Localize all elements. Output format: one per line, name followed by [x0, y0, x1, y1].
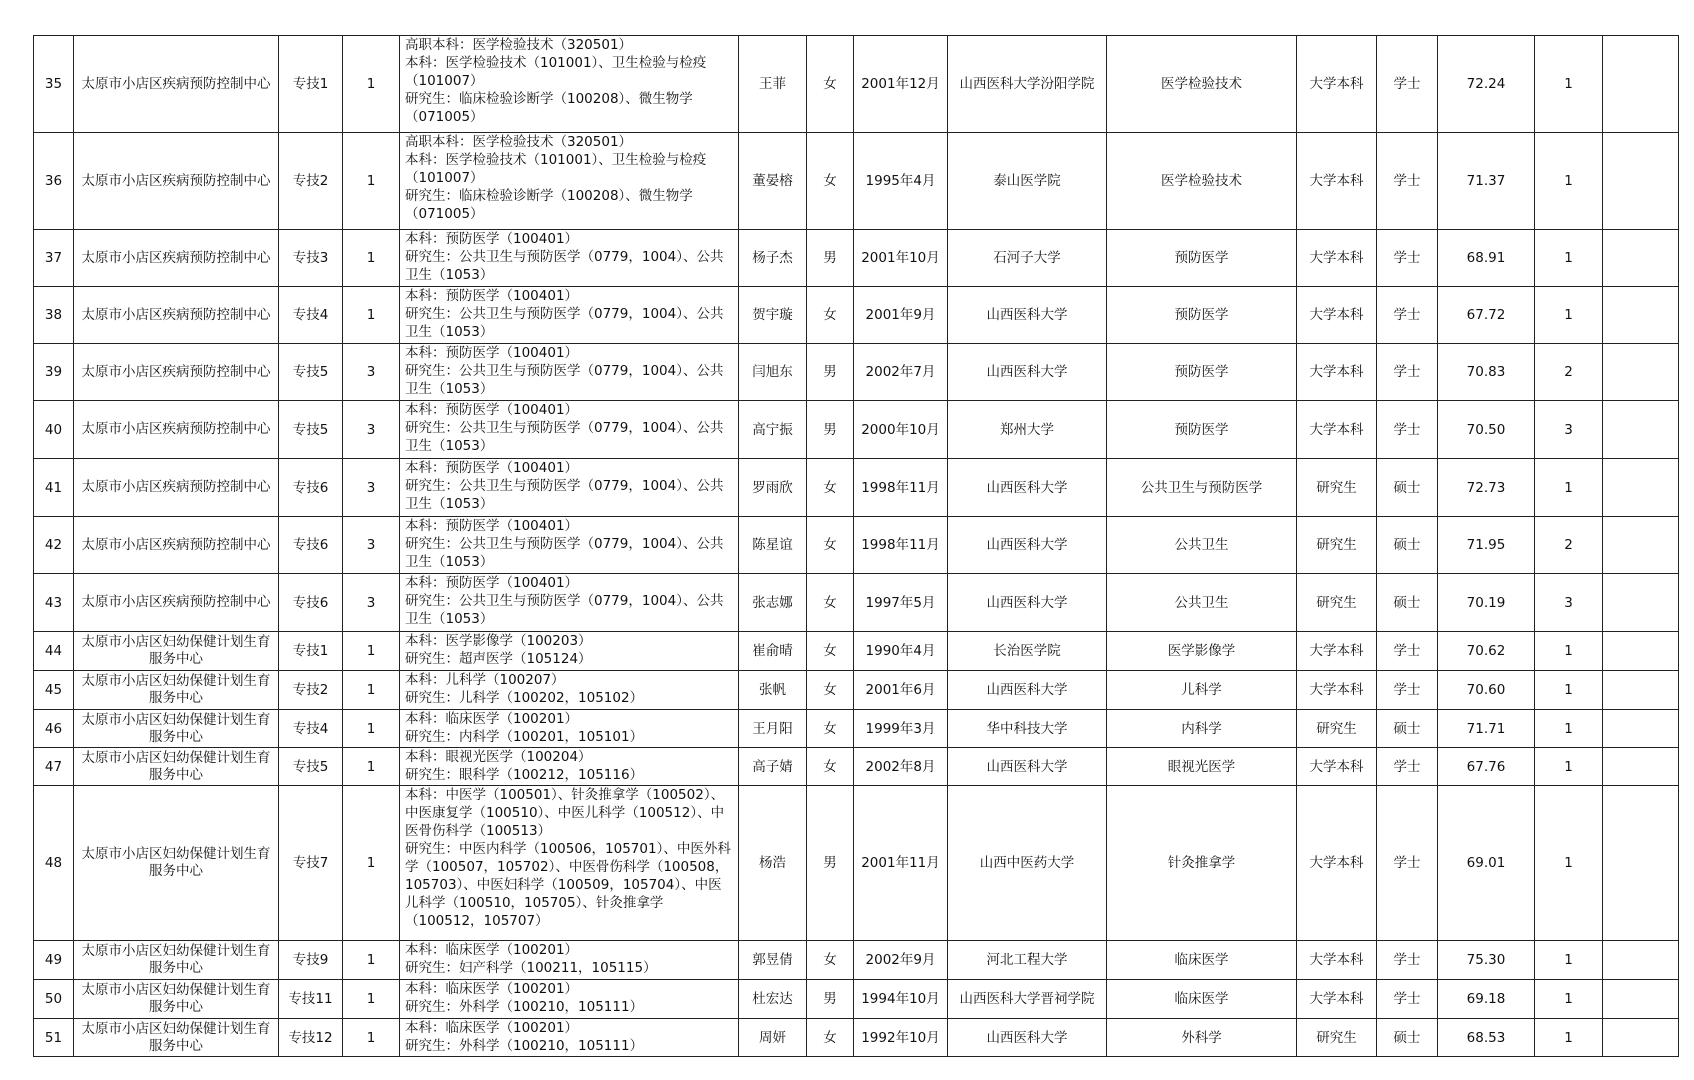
- cell-major: 临床医学: [1107, 980, 1297, 1019]
- cell-no: 37: [34, 230, 74, 287]
- cell-count: 1: [343, 980, 400, 1019]
- cell-rank: 1: [1535, 632, 1603, 671]
- cell-unit: 太原市小店区疾病预防控制中心: [74, 574, 279, 632]
- cell-school: 河北工程大学: [948, 941, 1107, 980]
- cell-name: 高子婧: [739, 748, 807, 786]
- cell-post: 专技4: [279, 710, 343, 748]
- cell-name: 贺宇璇: [739, 287, 807, 344]
- table-row: [34, 632, 1679, 671]
- cell-edu: 研究生: [1297, 574, 1377, 632]
- cell-count: 1: [343, 941, 400, 980]
- cell-gender: 女: [807, 517, 854, 574]
- cell-req: 本科：预防医学（100401） 研究生：公共卫生与预防医学（0779，1004）、公共卫生（1053）: [400, 230, 739, 287]
- table-row: [34, 36, 1679, 133]
- cell-degree: 学士: [1377, 36, 1438, 133]
- cell-count: 3: [343, 574, 400, 632]
- cell-rank: 1: [1535, 133, 1603, 230]
- cell-major: 医学影像学: [1107, 632, 1297, 671]
- cell-degree: 学士: [1377, 344, 1438, 401]
- cell-gender: 女: [807, 36, 854, 133]
- cell-name: 王菲: [739, 36, 807, 133]
- table-row: [34, 287, 1679, 344]
- cell-extra: [1603, 230, 1679, 287]
- cell-no: 36: [34, 133, 74, 230]
- cell-count: 1: [343, 748, 400, 786]
- cell-rank: 1: [1535, 36, 1603, 133]
- cell-degree: 学士: [1377, 748, 1438, 786]
- cell-post: 专技2: [279, 671, 343, 710]
- cell-count: 1: [343, 710, 400, 748]
- cell-gender: 女: [807, 632, 854, 671]
- cell-req: 本科：临床医学（100201） 研究生：外科学（100210，105111）: [400, 980, 739, 1019]
- cell-school: 山西医科大学: [948, 574, 1107, 632]
- table-row: [34, 517, 1679, 574]
- cell-edu: 大学本科: [1297, 748, 1377, 786]
- cell-post: 专技5: [279, 401, 343, 459]
- cell-rank: 1: [1535, 287, 1603, 344]
- cell-birth: 2001年12月: [854, 36, 948, 133]
- cell-major: 公共卫生: [1107, 574, 1297, 632]
- cell-gender: 男: [807, 786, 854, 941]
- cell-rank: 1: [1535, 459, 1603, 517]
- cell-extra: [1603, 401, 1679, 459]
- cell-birth: 2001年10月: [854, 230, 948, 287]
- table-row: [34, 786, 1679, 941]
- cell-major: 预防医学: [1107, 344, 1297, 401]
- results-table: [33, 35, 1679, 1057]
- cell-major: 预防医学: [1107, 230, 1297, 287]
- cell-name: 张志娜: [739, 574, 807, 632]
- cell-req: 本科：中医学（100501）、针灸推拿学（100502）、中医康复学（100510）、中医儿科学（100512）、中医骨伤科学（100513） 研究生：中医内科学（100506，105701）、中医外科学（100507，105702）、中医骨伤科学（100508，105703）、中医妇科学（100509，105704）、中医儿科学（100510，105705）、针灸推拿学（100512，105707）: [400, 786, 739, 941]
- cell-unit: 太原市小店区妇幼保健计划生育服务中心: [74, 632, 279, 671]
- table-row: [34, 344, 1679, 401]
- cell-degree: 学士: [1377, 671, 1438, 710]
- cell-edu: 大学本科: [1297, 230, 1377, 287]
- cell-extra: [1603, 1019, 1679, 1057]
- cell-extra: [1603, 133, 1679, 230]
- cell-score: 71.37: [1438, 133, 1535, 230]
- cell-birth: 2001年9月: [854, 287, 948, 344]
- cell-post: 专技3: [279, 230, 343, 287]
- cell-count: 1: [343, 133, 400, 230]
- cell-no: 51: [34, 1019, 74, 1057]
- cell-no: 48: [34, 786, 74, 941]
- table-row: [34, 671, 1679, 710]
- cell-gender: 女: [807, 710, 854, 748]
- cell-score: 70.83: [1438, 344, 1535, 401]
- cell-req: 本科：预防医学（100401） 研究生：公共卫生与预防医学（0779，1004）、公共卫生（1053）: [400, 459, 739, 517]
- cell-no: 44: [34, 632, 74, 671]
- cell-school: 山西中医药大学: [948, 786, 1107, 941]
- table-body: [34, 36, 1679, 1057]
- cell-post: 专技6: [279, 574, 343, 632]
- cell-unit: 太原市小店区疾病预防控制中心: [74, 230, 279, 287]
- cell-name: 郭昱倩: [739, 941, 807, 980]
- cell-major: 临床医学: [1107, 941, 1297, 980]
- cell-post: 专技1: [279, 36, 343, 133]
- cell-post: 专技1: [279, 632, 343, 671]
- cell-gender: 男: [807, 980, 854, 1019]
- cell-count: 3: [343, 344, 400, 401]
- cell-count: 1: [343, 230, 400, 287]
- cell-school: 石河子大学: [948, 230, 1107, 287]
- cell-score: 70.60: [1438, 671, 1535, 710]
- cell-degree: 学士: [1377, 287, 1438, 344]
- cell-school: 山西医科大学: [948, 287, 1107, 344]
- cell-major: 医学检验技术: [1107, 36, 1297, 133]
- cell-req: 本科：医学影像学（100203） 研究生：超声医学（105124）: [400, 632, 739, 671]
- cell-birth: 2002年8月: [854, 748, 948, 786]
- cell-post: 专技7: [279, 786, 343, 941]
- cell-major: 预防医学: [1107, 401, 1297, 459]
- cell-rank: 1: [1535, 671, 1603, 710]
- cell-unit: 太原市小店区疾病预防控制中心: [74, 133, 279, 230]
- cell-unit: 太原市小店区疾病预防控制中心: [74, 344, 279, 401]
- cell-rank: 3: [1535, 574, 1603, 632]
- cell-extra: [1603, 786, 1679, 941]
- cell-name: 董晏榕: [739, 133, 807, 230]
- cell-edu: 大学本科: [1297, 632, 1377, 671]
- table-row: [34, 710, 1679, 748]
- cell-req: 本科：临床医学（100201） 研究生：外科学（100210，105111）: [400, 1019, 739, 1057]
- cell-unit: 太原市小店区疾病预防控制中心: [74, 287, 279, 344]
- cell-birth: 2001年11月: [854, 786, 948, 941]
- cell-score: 68.53: [1438, 1019, 1535, 1057]
- cell-degree: 学士: [1377, 230, 1438, 287]
- cell-name: 杨子杰: [739, 230, 807, 287]
- cell-name: 周妍: [739, 1019, 807, 1057]
- cell-extra: [1603, 36, 1679, 133]
- cell-unit: 太原市小店区疾病预防控制中心: [74, 36, 279, 133]
- cell-degree: 学士: [1377, 786, 1438, 941]
- cell-req: 高职本科：医学检验技术（320501） 本科：医学检验技术（101001）、卫生检验与检疫（101007） 研究生：临床检验诊断学（100208）、微生物学（071005）: [400, 36, 739, 133]
- cell-rank: 3: [1535, 401, 1603, 459]
- cell-major: 儿科学: [1107, 671, 1297, 710]
- cell-count: 1: [343, 632, 400, 671]
- cell-major: 内科学: [1107, 710, 1297, 748]
- table-row: [34, 748, 1679, 786]
- cell-no: 38: [34, 287, 74, 344]
- cell-school: 山西医科大学: [948, 1019, 1107, 1057]
- cell-score: 69.01: [1438, 786, 1535, 941]
- cell-extra: [1603, 941, 1679, 980]
- cell-post: 专技9: [279, 941, 343, 980]
- cell-birth: 2002年9月: [854, 941, 948, 980]
- cell-degree: 硕士: [1377, 710, 1438, 748]
- cell-birth: 2001年6月: [854, 671, 948, 710]
- cell-gender: 男: [807, 344, 854, 401]
- cell-birth: 1994年10月: [854, 980, 948, 1019]
- cell-count: 1: [343, 1019, 400, 1057]
- cell-gender: 女: [807, 1019, 854, 1057]
- cell-rank: 1: [1535, 230, 1603, 287]
- cell-count: 1: [343, 671, 400, 710]
- cell-major: 公共卫生: [1107, 517, 1297, 574]
- cell-unit: 太原市小店区疾病预防控制中心: [74, 459, 279, 517]
- table-row: [34, 133, 1679, 230]
- cell-no: 40: [34, 401, 74, 459]
- cell-school: 山西医科大学: [948, 517, 1107, 574]
- cell-school: 泰山医学院: [948, 133, 1107, 230]
- cell-req: 本科：预防医学（100401） 研究生：公共卫生与预防医学（0779，1004）、公共卫生（1053）: [400, 287, 739, 344]
- cell-name: 崔俞晴: [739, 632, 807, 671]
- cell-degree: 学士: [1377, 401, 1438, 459]
- cell-gender: 女: [807, 941, 854, 980]
- cell-unit: 太原市小店区妇幼保健计划生育服务中心: [74, 748, 279, 786]
- table-row: [34, 1019, 1679, 1057]
- cell-unit: 太原市小店区妇幼保健计划生育服务中心: [74, 786, 279, 941]
- cell-score: 67.76: [1438, 748, 1535, 786]
- cell-name: 王月阳: [739, 710, 807, 748]
- cell-degree: 硕士: [1377, 574, 1438, 632]
- cell-count: 1: [343, 36, 400, 133]
- cell-no: 39: [34, 344, 74, 401]
- cell-req: 本科：预防医学（100401） 研究生：公共卫生与预防医学（0779，1004）、公共卫生（1053）: [400, 401, 739, 459]
- cell-no: 47: [34, 748, 74, 786]
- cell-gender: 女: [807, 671, 854, 710]
- cell-post: 专技11: [279, 980, 343, 1019]
- cell-rank: 1: [1535, 786, 1603, 941]
- cell-major: 眼视光医学: [1107, 748, 1297, 786]
- cell-edu: 研究生: [1297, 1019, 1377, 1057]
- cell-birth: 1990年4月: [854, 632, 948, 671]
- cell-unit: 太原市小店区妇幼保健计划生育服务中心: [74, 1019, 279, 1057]
- table-row: [34, 941, 1679, 980]
- cell-major: 针灸推拿学: [1107, 786, 1297, 941]
- cell-post: 专技4: [279, 287, 343, 344]
- cell-edu: 大学本科: [1297, 980, 1377, 1019]
- cell-degree: 硕士: [1377, 1019, 1438, 1057]
- cell-post: 专技12: [279, 1019, 343, 1057]
- cell-birth: 1999年3月: [854, 710, 948, 748]
- cell-unit: 太原市小店区妇幼保健计划生育服务中心: [74, 671, 279, 710]
- cell-score: 75.30: [1438, 941, 1535, 980]
- cell-gender: 女: [807, 574, 854, 632]
- cell-degree: 硕士: [1377, 517, 1438, 574]
- cell-no: 46: [34, 710, 74, 748]
- table-row: [34, 574, 1679, 632]
- cell-unit: 太原市小店区疾病预防控制中心: [74, 401, 279, 459]
- cell-no: 41: [34, 459, 74, 517]
- cell-extra: [1603, 459, 1679, 517]
- cell-birth: 2000年10月: [854, 401, 948, 459]
- cell-gender: 男: [807, 230, 854, 287]
- cell-extra: [1603, 517, 1679, 574]
- cell-birth: 1995年4月: [854, 133, 948, 230]
- cell-req: 本科：预防医学（100401） 研究生：公共卫生与预防医学（0779，1004）、公共卫生（1053）: [400, 574, 739, 632]
- cell-no: 50: [34, 980, 74, 1019]
- cell-extra: [1603, 710, 1679, 748]
- cell-degree: 学士: [1377, 133, 1438, 230]
- cell-no: 43: [34, 574, 74, 632]
- cell-degree: 学士: [1377, 632, 1438, 671]
- cell-score: 72.73: [1438, 459, 1535, 517]
- cell-school: 山西医科大学: [948, 344, 1107, 401]
- cell-post: 专技6: [279, 459, 343, 517]
- cell-birth: 1997年5月: [854, 574, 948, 632]
- cell-name: 陈星谊: [739, 517, 807, 574]
- table-row: [34, 459, 1679, 517]
- cell-edu: 大学本科: [1297, 133, 1377, 230]
- cell-count: 1: [343, 786, 400, 941]
- cell-rank: 2: [1535, 517, 1603, 574]
- cell-edu: 大学本科: [1297, 941, 1377, 980]
- cell-post: 专技5: [279, 344, 343, 401]
- cell-no: 49: [34, 941, 74, 980]
- cell-gender: 女: [807, 748, 854, 786]
- cell-rank: 1: [1535, 748, 1603, 786]
- cell-score: 72.24: [1438, 36, 1535, 133]
- cell-extra: [1603, 980, 1679, 1019]
- cell-birth: 1998年11月: [854, 459, 948, 517]
- cell-major: 外科学: [1107, 1019, 1297, 1057]
- cell-birth: 2002年7月: [854, 344, 948, 401]
- cell-score: 70.62: [1438, 632, 1535, 671]
- cell-extra: [1603, 287, 1679, 344]
- cell-score: 70.50: [1438, 401, 1535, 459]
- cell-rank: 2: [1535, 344, 1603, 401]
- cell-extra: [1603, 344, 1679, 401]
- cell-count: 3: [343, 401, 400, 459]
- cell-no: 42: [34, 517, 74, 574]
- cell-gender: 男: [807, 401, 854, 459]
- cell-edu: 大学本科: [1297, 344, 1377, 401]
- cell-score: 71.71: [1438, 710, 1535, 748]
- table-row: [34, 230, 1679, 287]
- cell-rank: 1: [1535, 710, 1603, 748]
- cell-school: 山西医科大学晋祠学院: [948, 980, 1107, 1019]
- cell-edu: 研究生: [1297, 710, 1377, 748]
- cell-unit: 太原市小店区妇幼保健计划生育服务中心: [74, 710, 279, 748]
- cell-req: 本科：临床医学（100201） 研究生：内科学（100201，105101）: [400, 710, 739, 748]
- cell-extra: [1603, 671, 1679, 710]
- cell-score: 67.72: [1438, 287, 1535, 344]
- cell-school: 华中科技大学: [948, 710, 1107, 748]
- cell-score: 68.91: [1438, 230, 1535, 287]
- cell-unit: 太原市小店区疾病预防控制中心: [74, 517, 279, 574]
- cell-birth: 1992年10月: [854, 1019, 948, 1057]
- cell-rank: 1: [1535, 1019, 1603, 1057]
- cell-no: 35: [34, 36, 74, 133]
- cell-edu: 大学本科: [1297, 287, 1377, 344]
- cell-name: 高宁振: [739, 401, 807, 459]
- table-row: [34, 401, 1679, 459]
- cell-req: 本科：眼视光医学（100204） 研究生：眼科学（100212，105116）: [400, 748, 739, 786]
- cell-post: 专技2: [279, 133, 343, 230]
- cell-count: 3: [343, 517, 400, 574]
- cell-school: 长治医学院: [948, 632, 1107, 671]
- cell-edu: 研究生: [1297, 459, 1377, 517]
- cell-school: 山西医科大学汾阳学院: [948, 36, 1107, 133]
- cell-gender: 女: [807, 287, 854, 344]
- cell-edu: 大学本科: [1297, 401, 1377, 459]
- cell-score: 70.19: [1438, 574, 1535, 632]
- cell-major: 医学检验技术: [1107, 133, 1297, 230]
- cell-name: 杨浩: [739, 786, 807, 941]
- cell-req: 本科：儿科学（100207） 研究生：儿科学（100202，105102）: [400, 671, 739, 710]
- cell-name: 杜宏达: [739, 980, 807, 1019]
- cell-major: 公共卫生与预防医学: [1107, 459, 1297, 517]
- cell-req: 本科：预防医学（100401） 研究生：公共卫生与预防医学（0779，1004）、公共卫生（1053）: [400, 344, 739, 401]
- cell-name: 张帆: [739, 671, 807, 710]
- cell-count: 1: [343, 287, 400, 344]
- table-row: [34, 980, 1679, 1019]
- cell-post: 专技5: [279, 748, 343, 786]
- cell-degree: 学士: [1377, 941, 1438, 980]
- cell-unit: 太原市小店区妇幼保健计划生育服务中心: [74, 941, 279, 980]
- cell-gender: 女: [807, 133, 854, 230]
- cell-school: 山西医科大学: [948, 671, 1107, 710]
- cell-rank: 1: [1535, 980, 1603, 1019]
- cell-gender: 女: [807, 459, 854, 517]
- cell-major: 预防医学: [1107, 287, 1297, 344]
- cell-req: 本科：预防医学（100401） 研究生：公共卫生与预防医学（0779，1004）、公共卫生（1053）: [400, 517, 739, 574]
- cell-school: 山西医科大学: [948, 748, 1107, 786]
- cell-count: 3: [343, 459, 400, 517]
- cell-edu: 研究生: [1297, 517, 1377, 574]
- cell-edu: 大学本科: [1297, 671, 1377, 710]
- cell-no: 45: [34, 671, 74, 710]
- cell-extra: [1603, 748, 1679, 786]
- cell-school: 山西医科大学: [948, 459, 1107, 517]
- cell-degree: 硕士: [1377, 459, 1438, 517]
- cell-edu: 大学本科: [1297, 786, 1377, 941]
- cell-extra: [1603, 632, 1679, 671]
- cell-name: 罗雨欣: [739, 459, 807, 517]
- cell-req: 本科：临床医学（100201） 研究生：妇产科学（100211，105115）: [400, 941, 739, 980]
- cell-name: 闫旭东: [739, 344, 807, 401]
- cell-score: 71.95: [1438, 517, 1535, 574]
- cell-extra: [1603, 574, 1679, 632]
- cell-req: 高职本科：医学检验技术（320501） 本科：医学检验技术（101001）、卫生检验与检疫（101007） 研究生：临床检验诊断学（100208）、微生物学（071005）: [400, 133, 739, 230]
- cell-unit: 太原市小店区妇幼保健计划生育服务中心: [74, 980, 279, 1019]
- cell-edu: 大学本科: [1297, 36, 1377, 133]
- cell-birth: 1998年11月: [854, 517, 948, 574]
- cell-rank: 1: [1535, 941, 1603, 980]
- cell-degree: 学士: [1377, 980, 1438, 1019]
- cell-school: 郑州大学: [948, 401, 1107, 459]
- cell-score: 69.18: [1438, 980, 1535, 1019]
- cell-post: 专技6: [279, 517, 343, 574]
